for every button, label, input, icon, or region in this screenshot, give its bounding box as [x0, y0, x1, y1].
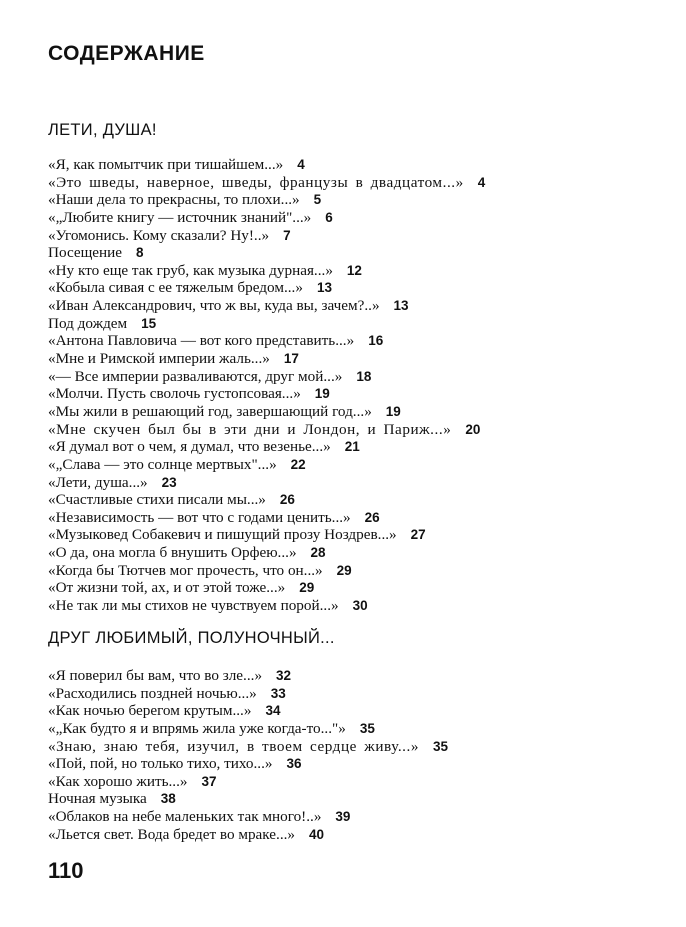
toc-entry-page-number: 19: [385, 403, 401, 419]
toc-entry: [48, 790, 648, 808]
toc-entry-page-number: 15: [141, 315, 157, 331]
toc-entry: [48, 826, 648, 844]
toc-entry-title: «„Слава — это солнце мертвых"...»: [48, 455, 277, 473]
toc-entry: [48, 403, 648, 421]
toc-entry-page-number: 16: [368, 333, 384, 349]
toc-entry-title: «Мне скучен был бы в эти дни и Лондон, и Париж...»: [48, 420, 452, 438]
toc-entry-page-number: 13: [316, 280, 332, 296]
toc-entry-page-number: 29: [299, 580, 315, 596]
toc-entry-title: «Наши дела то прекрасны, то плохи...»: [48, 191, 300, 209]
toc-section: [48, 628, 648, 843]
toc-entry-page-number: 35: [433, 738, 449, 754]
toc-entry: [48, 350, 648, 368]
toc-entry: [48, 297, 648, 315]
toc-entry: [48, 720, 648, 738]
toc-entry-title: «Знаю, знаю тебя, изучил, в твоем сердце живу...»: [48, 737, 420, 755]
toc-entry-page-number: 32: [276, 668, 292, 683]
toc-entry-page-number: 23: [161, 474, 177, 490]
toc-list: [48, 667, 648, 843]
toc-entry: [48, 227, 648, 245]
toc-entry-title: «Лети, душа...»: [48, 473, 148, 491]
toc-entry: [48, 808, 648, 826]
toc-entry: [48, 209, 648, 227]
toc-entry-page-number: 4: [477, 174, 486, 190]
toc-entry: [48, 262, 648, 280]
toc-entry-page-number: 4: [297, 157, 305, 172]
toc-entry-page-number: 36: [286, 756, 302, 772]
toc-section: [48, 120, 648, 615]
toc-entry-page-number: 7: [283, 227, 291, 243]
toc-entry-title: «От жизни той, ах, и от этой тоже...»: [48, 579, 286, 597]
toc-entry-page-number: 29: [336, 562, 352, 578]
toc-entry-page-number: 12: [346, 262, 362, 278]
page-number: 110: [48, 858, 84, 883]
toc-entry-page-number: 34: [265, 703, 281, 719]
toc-entry-title: «Счастливые стихи писали мы...»: [48, 491, 266, 509]
toc-entry-page-number: 33: [270, 685, 286, 701]
toc-entry: [48, 191, 648, 209]
toc-entry: [48, 738, 648, 756]
section-heading: ЛЕТИ, ДУША!: [48, 121, 157, 139]
toc-entry-title: «Антона Павловича — вот кого представить...»: [48, 332, 355, 350]
toc-entry: [48, 438, 648, 456]
toc-entry-page-number: 19: [314, 386, 330, 402]
toc-entry-page-number: 38: [160, 791, 176, 807]
toc-entry-page-number: 20: [465, 421, 481, 437]
toc-entry-title: «— Все империи разваливаются, друг мой...»: [48, 367, 343, 385]
toc-entry-title: Ночная музыка: [48, 790, 147, 808]
toc-entry-page-number: 28: [310, 545, 326, 561]
toc-entry-page-number: 39: [335, 809, 351, 825]
toc-entry-page-number: 35: [359, 720, 375, 736]
toc-entry: [48, 773, 648, 791]
toc-entry-title: «Иван Александрович, что ж вы, куда вы, зачем?..»: [48, 297, 380, 315]
toc-entry: [48, 244, 648, 262]
toc-entry-title: «Мне и Римской империи жаль...»: [48, 350, 270, 368]
page-title: СОДЕРЖАНИЕ: [48, 42, 205, 65]
toc-entry: [48, 702, 648, 720]
toc-entry-title: «Льется свет. Вода бредет во мраке...»: [48, 825, 296, 843]
toc-entry-title: «„Как будто я и впрямь жила уже когда-то..."»: [48, 719, 346, 737]
toc-entry: [48, 526, 648, 544]
toc-entry-page-number: 8: [136, 245, 144, 261]
toc-entry-title: Под дождем: [48, 314, 128, 332]
toc-entry-title: «Как ночью берегом крутым...»: [48, 702, 252, 720]
toc-entry-title: «Независимость — вот что с годами ценить...»: [48, 508, 351, 526]
toc-entry-page-number: 22: [290, 456, 306, 472]
toc-entry-title: «„Любите книгу — источник знаний"...»: [48, 208, 312, 226]
toc-entry: [48, 315, 648, 333]
toc-entry-title: «Музыковед Собакевич и пишущий прозу Ноздрев...»: [48, 526, 397, 544]
toc-entry: [48, 579, 648, 597]
toc-entry: [48, 685, 648, 703]
toc-entry: [48, 474, 648, 492]
toc-entry-page-number: 21: [344, 439, 360, 455]
toc-entry-title: «Молчи. Пусть сволочь густопсовая...»: [48, 385, 301, 403]
toc-entry-page-number: 17: [283, 351, 299, 367]
toc-entry-title: «Расходились поздней ночью...»: [48, 684, 257, 702]
toc-entry-title: «Пой, пой, но только тихо, тихо...»: [48, 755, 273, 773]
toc-entry-page-number: 26: [279, 492, 295, 508]
toc-entry-title: «Кобыла сивая с ее тяжелым бредом...»: [48, 279, 303, 297]
toc-entry-page-number: 30: [352, 598, 368, 614]
toc-entry: [48, 597, 648, 615]
toc-entry: [48, 156, 648, 174]
toc-entry-title: «Когда бы Тютчев мог прочесть, что он...»: [48, 561, 323, 579]
toc-entry-title: «Ну кто еще так груб, как музыка дурная...»: [48, 261, 333, 279]
toc-entry-page-number: 5: [313, 192, 322, 208]
toc-entry-title: «О да, она могла б внушить Орфею...»: [48, 544, 297, 562]
toc-entry-title: «Я думал вот о чем, я думал, что везенье...»: [48, 438, 331, 456]
toc-entry-page-number: 27: [410, 527, 426, 543]
toc-entry: [48, 491, 648, 509]
toc-entry-title: Посещение: [48, 244, 123, 262]
toc-entry: [48, 456, 648, 474]
toc-entry: [48, 332, 648, 350]
toc-entry-title: «Облаков на небе маленьких так много!..»: [48, 808, 322, 826]
section-heading: ДРУГ ЛЮБИМЫЙ, ПОЛУНОЧНЫЙ...: [48, 629, 335, 647]
toc-entry-title: «Как хорошо жить...»: [48, 772, 188, 790]
toc-entry: [48, 755, 648, 773]
toc-entry: [48, 667, 648, 685]
toc-list: [48, 156, 648, 615]
toc-entry: [48, 509, 648, 527]
toc-entry: [48, 368, 648, 386]
toc-entry-page-number: 26: [364, 509, 380, 525]
toc-entry-page-number: 18: [356, 368, 372, 384]
toc-entry: [48, 279, 648, 297]
toc-entry-title: «Я поверил бы вам, что во зле...»: [48, 667, 263, 684]
toc-entry-title: «Мы жили в решающий год, завершающий год...»: [48, 402, 372, 420]
toc-entry-page-number: 40: [309, 826, 325, 842]
toc-entry-page-number: 37: [201, 773, 217, 789]
toc-entry-page-number: 6: [325, 209, 333, 225]
toc-entry-title: «Не так ли мы стихов не чувствуем порой...»: [48, 597, 339, 615]
toc-entry: [48, 421, 648, 439]
toc-entry-title: «Я, как помытчик при тишайшем...»: [48, 156, 284, 173]
toc-entry-title: «Это шведы, наверное, шведы, французы в двадцатом...»: [48, 173, 464, 191]
toc-entry: [48, 562, 648, 580]
toc-entry-title: «Угомонись. Кому сказали? Ну!..»: [48, 226, 270, 244]
toc-entry: [48, 385, 648, 403]
toc-entry: [48, 174, 648, 192]
toc-entry-page-number: 13: [393, 298, 409, 314]
toc-entry: [48, 544, 648, 562]
